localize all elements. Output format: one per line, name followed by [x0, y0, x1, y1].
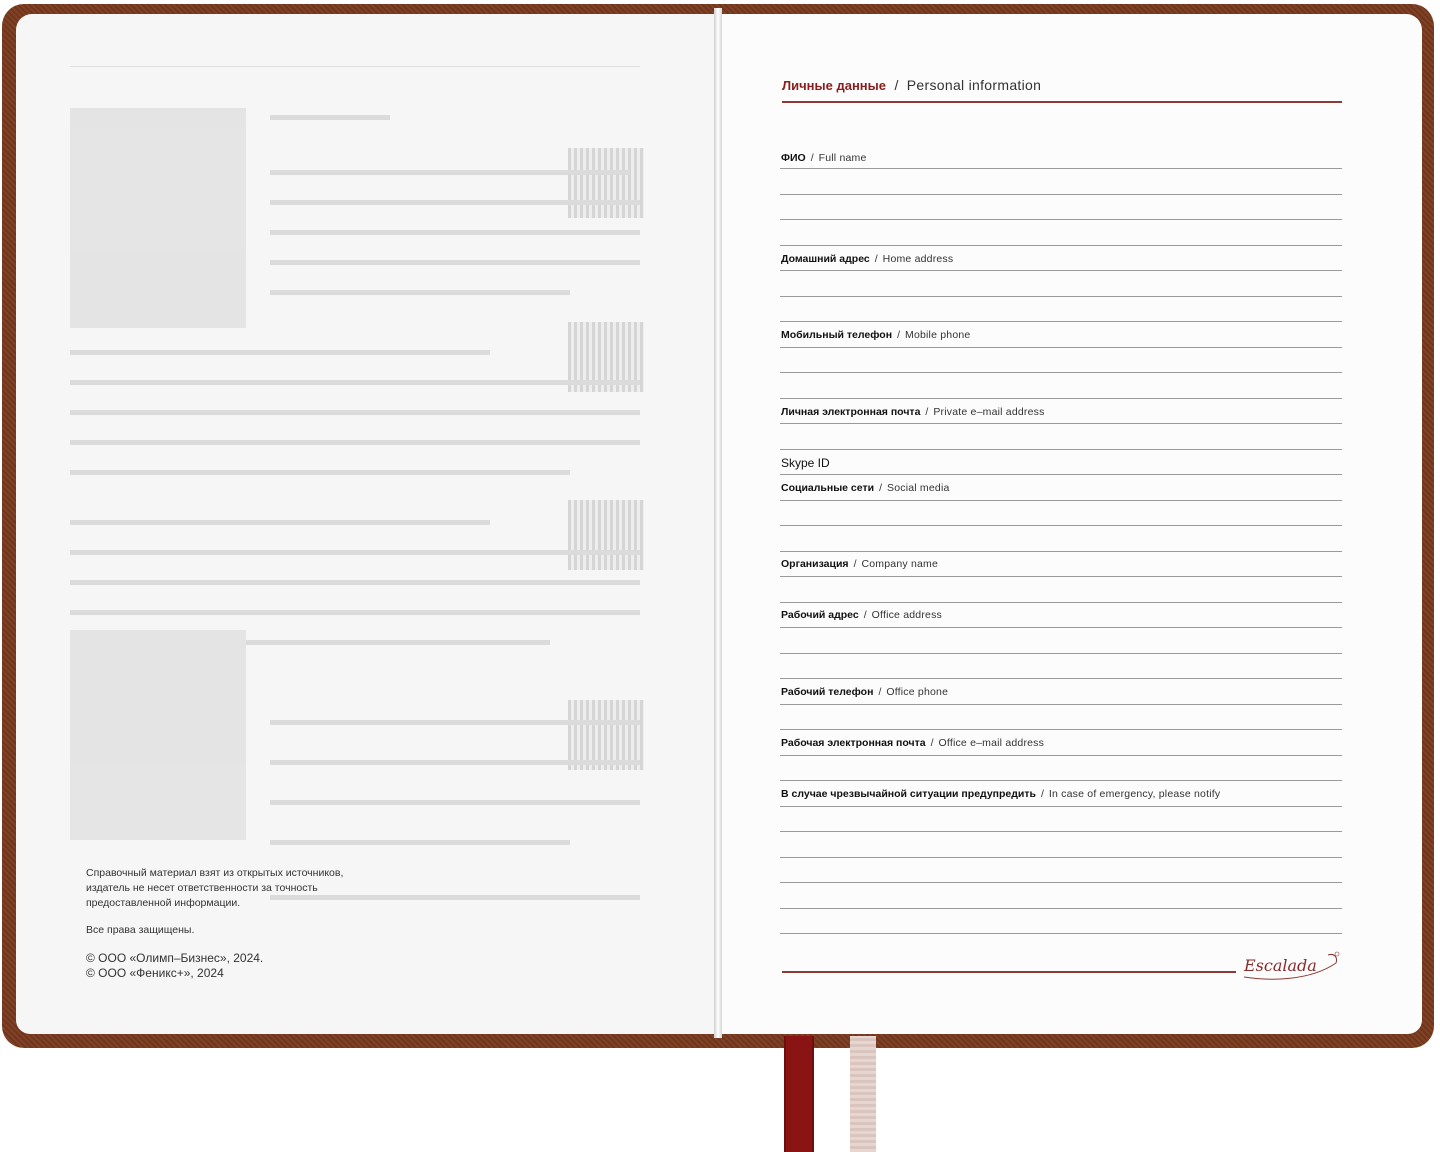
copyright-line: © ООО «Олимп–Бизнес», 2024.: [86, 951, 264, 965]
escalada-logo: [1240, 951, 1340, 981]
rights-text: Все права защищены.: [86, 924, 195, 936]
copyright-line: © ООО «Феникс+», 2024: [86, 966, 224, 980]
field-office-email[interactable]: Рабочая электронная почта / Office e–mail address: [781, 737, 1045, 749]
field-home-address[interactable]: Домашний адрес / Home address: [781, 253, 954, 265]
field-social-media[interactable]: Социальные сети / Social media: [781, 482, 950, 494]
header-en: Personal information: [906, 77, 1042, 93]
field-office-phone[interactable]: Рабочий телефон / Office phone: [781, 686, 949, 698]
bookmark-ribbon-red[interactable]: [784, 1036, 814, 1152]
header-separator: /: [894, 77, 899, 93]
field-office-address[interactable]: Рабочий адрес / Office address: [781, 609, 942, 621]
footer-rule: [782, 971, 1236, 973]
show-through-text: [70, 60, 650, 920]
page-gutter: [714, 8, 722, 1038]
right-page: [720, 14, 1422, 1034]
field-private-email[interactable]: Личная электронная почта / Private e–mail address: [781, 406, 1045, 418]
disclaimer-text: [86, 866, 386, 911]
header-ru: Личные данные: [782, 78, 886, 93]
field-mobile-phone[interactable]: Мобильный телефон / Mobile phone: [781, 329, 971, 341]
disclaimer-line: издатель не несет ответственности за точность: [86, 882, 318, 894]
disclaimer-line: Справочный материал взят из открытых источников,: [86, 867, 344, 879]
field-company-name[interactable]: Организация / Company name: [781, 558, 939, 570]
disclaimer-line: предоставленной информации.: [86, 897, 241, 909]
copyright-block: [86, 951, 386, 981]
field-skype-id[interactable]: Skype ID: [781, 456, 830, 470]
field-emergency-contact[interactable]: В случае чрезвычайной ситуации предупредить / In case of emergency, please notify: [781, 788, 1221, 800]
bookmark-ribbon-pink[interactable]: [850, 1036, 876, 1152]
logo-text: Escalada: [1244, 956, 1317, 975]
field-full-name[interactable]: ФИО / Full name: [781, 152, 867, 164]
page-title: [782, 77, 1342, 103]
